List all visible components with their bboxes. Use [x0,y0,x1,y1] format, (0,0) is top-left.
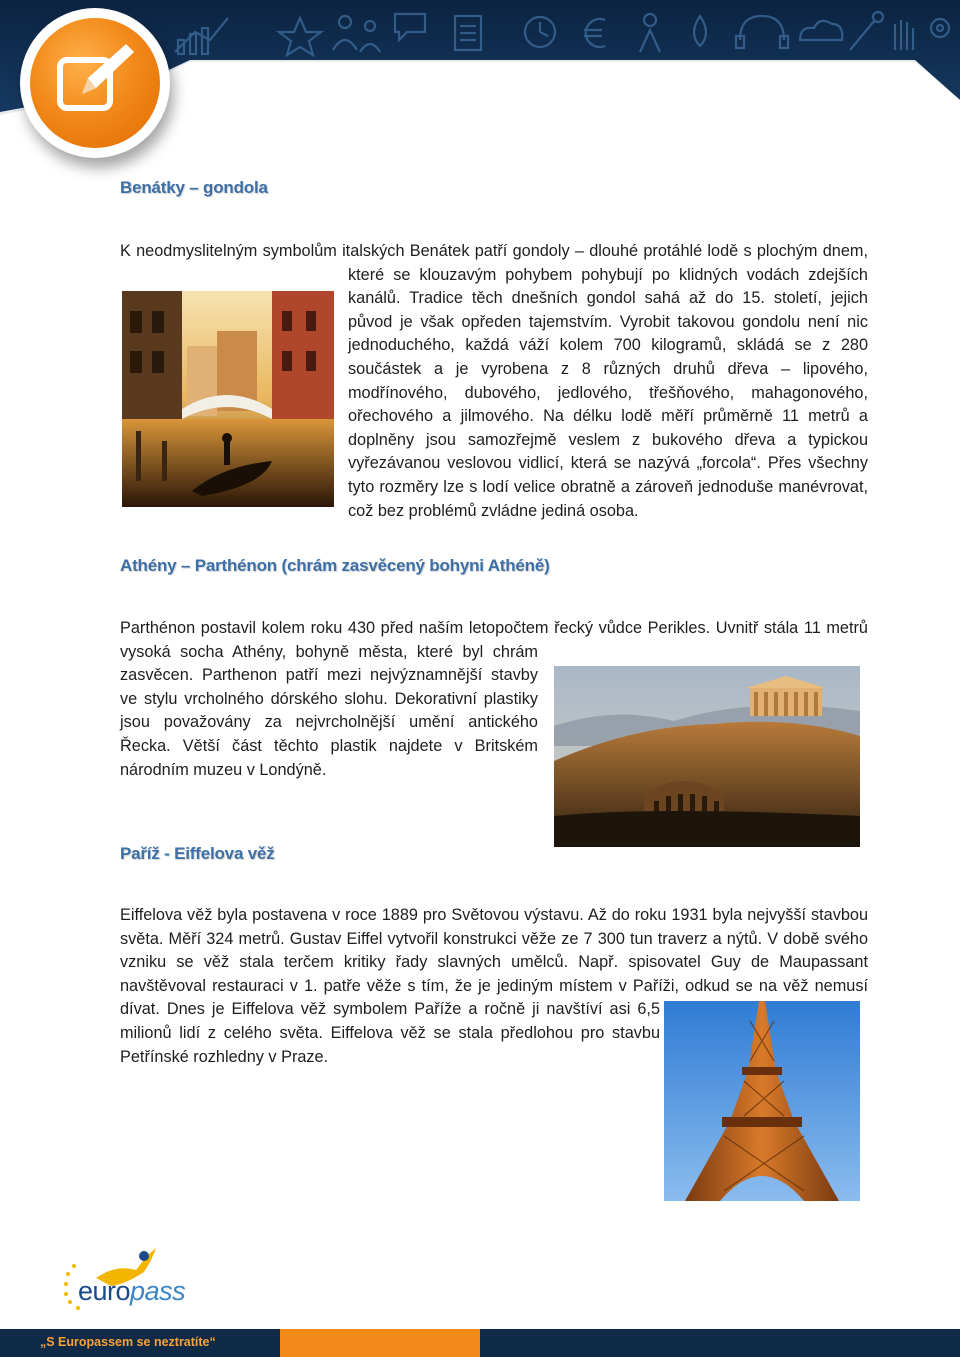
logo-badge [20,8,170,158]
header-banner [0,0,960,120]
paragraph-venice-intro [120,240,868,523]
europass-logo [56,1244,206,1316]
venice-text: K neodmyslitelným symbolům italských Benátek patří gondoly – dlouhé protáhlé lodě s plochým dnem, které se klouzavým pohybem pohybují po klidných vodách zdejších kanálů. Tradice těch dnešních gondol sahá až do 15. století, jejich původ je však opředen tajemstvím. Vyrobit takovou gondolu není nic jednoduchého, každá váží kolem 700 kilogramů, skládá se z 280 součástek a je vyrobena z 8 různých druhů dřeva – lipového, modřínového, dubového, jedlového, třešňového, mahagonového, ořechového a jilmového. Na délku lodě měří průměrně 11 metrů a doplněny jsou samozřejmě veslem z bukového dřeva a typickou vyřezávanou veslovou vidlicí, která se nazývá „forcola“. Přes všechny tyto rozměry lze s lodí velice obratně a zároveň jednoduše manévrovat, což bez problémů zvládne jediná osoba. [120,242,868,520]
footer-slogan: „S Europassem se neztratíte“ [40,1335,216,1349]
paris-text: Eiffelova věž byla postavena v roce 1889 pro Světovou výstavu. Až do roku 1931 byla nejvyšší stavbou světa. Měří 324 metrů. Gustav Eiffel vytvořil konstrukci věže ze 7 300 tun traverz a nýtů. V době svého vzniku se věž stala terčem kritiky řady slavných umělců. Např. spisovatel Guy de Maupassant navštěvoval restauraci v 1. patře věže s tím, že je jediným místem v Paříži, odkud se na věž nemusí dívat. Dnes je Eiffelova věž symbolem Paříže a ročně ji navštíví asi 6,5 milionů lidí z celého světa. Eiffelova věž se stala předlohou pro stavbu Petřínské rozhledny v Praze. [120,906,868,1066]
heading-athens: Athény – Parthénon (chrám zasvěcený bohyni Athéně) [120,556,550,575]
paragraph-athens [120,617,868,854]
pencil-note-icon [30,18,160,148]
europass-wordmark: europass [78,1276,186,1306]
footer-accent [280,1329,480,1357]
paragraph-paris [120,904,868,1204]
athens-text: Parthénon postavil kolem roku 430 před naším letopočtem řecký vůdce Perikles. Uvnitř stála 11 metrů vysoká socha Athény, bohyně města, které byl chrám zasvěcen. Parthenon patří mezi nejvýznamnější stavby ve stylu vrcholného dórského slohu. Dekorativní plastiky jsou považovány za nejvrcholnější umění antického Řecka. Větší část těchto plastik najdete v Britském národním muzeu v Londýně. [120,619,868,779]
heading-venice: Benátky – gondola [120,178,268,197]
heading-paris: Paříž - Eiffelova věž [120,844,275,863]
